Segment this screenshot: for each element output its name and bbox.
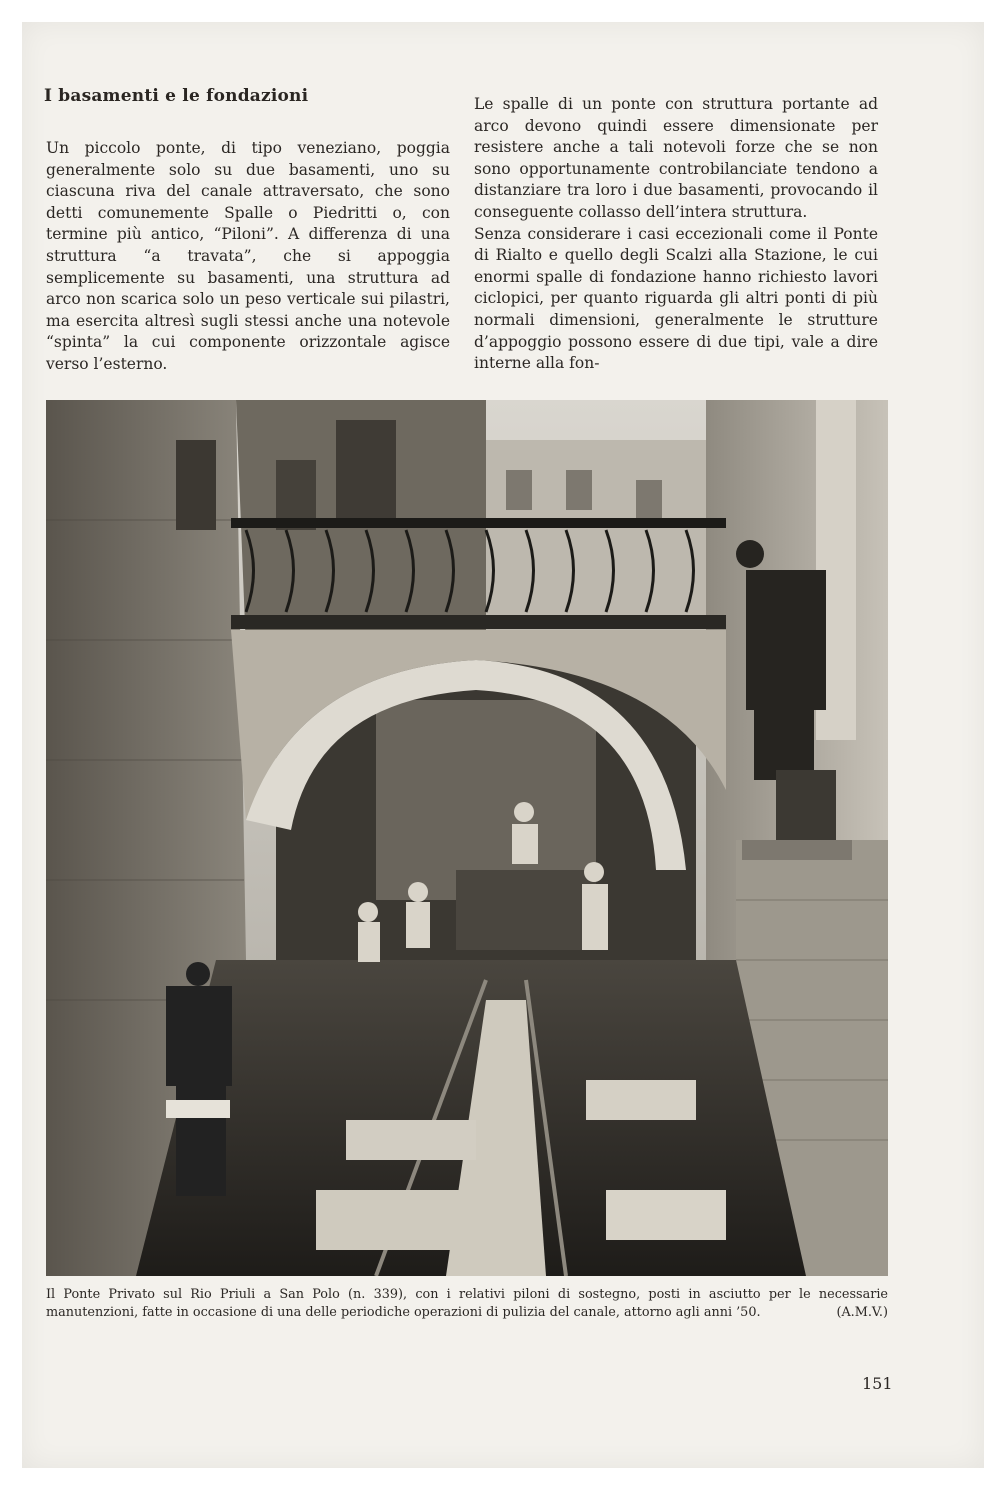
page-number: 151 bbox=[862, 1374, 893, 1393]
left-text-column bbox=[46, 138, 450, 376]
right-text-column bbox=[474, 94, 878, 375]
photo-credit: (A.M.V.) bbox=[836, 1305, 888, 1320]
photo-caption bbox=[46, 1286, 888, 1322]
left-paragraph: Un piccolo ponte, di tipo veneziano, poggia generalmente solo su due basamenti, uno su ciascuna riva del canale attraversato, che sono detti comunemente Spalle o Piedritti o, con termine più antico, “Piloni”. A differenza di una struttura “a travata”, che si appoggia semplicemente su basamenti, una struttura ad arco non scarica solo un peso verticale sui pilastri, ma esercita altresì sugli stessi anche una notevole “spinta” la cui componente orizzontale agisce verso l’esterno. bbox=[46, 139, 450, 373]
right-paragraph-2: Senza considerare i casi eccezionali come il Ponte di Rialto e quello degli Scalzi alla Stazione, le cui enormi spalle di fondazione hanno richiesto lavori ciclopici, per quanto riguarda gli altri ponti di più normali dimensioni, generalmente le strutture d’appoggio possono essere di due tipi, vale a dire interne alla fon- bbox=[474, 224, 878, 373]
bridge-photograph bbox=[46, 400, 888, 1276]
section-heading: I basamenti e le fondazioni bbox=[44, 86, 309, 106]
right-paragraph-1: Le spalle di un ponte con struttura portante ad arco devono quindi essere dimensionate per resistere anche a tali notevoli forze che se non sono opportunamente controbilanciate tendono a distanziare tra loro i due basamenti, provocando il conseguente collasso dell’intera struttura. bbox=[474, 95, 878, 221]
caption-text: Il Ponte Privato sul Rio Priuli a San Polo (n. 339), con i relativi piloni di sostegno, posti in asciutto per le necessarie manutenzioni, fatte in occasione di una delle periodiche operazioni di pulizia del canale, attorno agli anni ’50. bbox=[46, 1287, 888, 1320]
